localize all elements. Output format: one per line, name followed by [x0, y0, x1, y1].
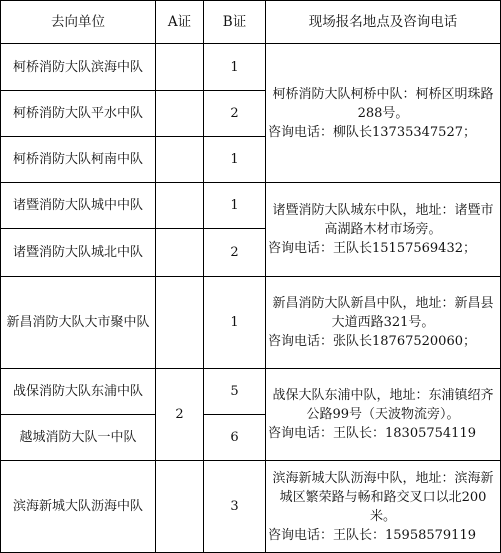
cert-a-cell — [156, 91, 204, 137]
contact-cell — [266, 369, 501, 461]
table-row — [1, 369, 501, 415]
table-row — [1, 461, 501, 553]
header-unit: 去向单位 — [1, 1, 156, 44]
cert-a-cell — [156, 183, 204, 229]
cert-b-cell: 1 — [204, 277, 266, 369]
contact-cell — [266, 183, 501, 277]
unit-cell: 柯桥消防大队柯南中队 — [1, 137, 156, 183]
unit-cell: 滨海新城大队沥海中队 — [1, 461, 156, 553]
unit-cell: 柯桥消防大队平水中队 — [1, 91, 156, 137]
cert-b-cell: 1 — [204, 183, 266, 229]
unit-cell: 诸暨消防大队城中中队 — [1, 183, 156, 229]
cert-a-cell: 2 — [156, 369, 204, 461]
contact-phone: 咨询电话：柳队长13735347527； — [268, 124, 476, 140]
cert-b-cell: 2 — [204, 91, 266, 137]
cert-b-cell: 1 — [204, 44, 266, 91]
contact-address: 诸暨消防大队城东中队，地址：诸暨市高湖路木材市场旁。 — [272, 203, 494, 237]
cert-a-cell — [156, 229, 204, 277]
table-row — [1, 44, 501, 91]
contact-address: 战保大队东浦中队，地址：东浦镇绍齐公路99号（天波物流旁）。 — [272, 388, 494, 422]
contact-cell — [266, 461, 501, 553]
unit-cell: 诸暨消防大队城北中队 — [1, 229, 156, 277]
unit-cell: 战保消防大队东浦中队 — [1, 369, 156, 415]
header-row — [1, 1, 501, 44]
unit-cell: 越城消防大队一中队 — [1, 415, 156, 461]
cert-b-cell: 1 — [204, 137, 266, 183]
cert-b-cell: 2 — [204, 229, 266, 277]
contact-cell — [266, 277, 501, 369]
contact-cell — [266, 44, 501, 183]
cert-b-cell: 3 — [204, 461, 266, 553]
contact-phone: 咨询电话：王队长：15958579119 — [268, 527, 476, 543]
contact-address: 新昌消防大队新昌中队，地址：新昌县大道西路321号。 — [272, 296, 494, 330]
contact-address: 柯桥消防大队柯桥中队：柯桥区明珠路288号。 — [272, 86, 494, 121]
header-cert-b: B证 — [204, 1, 266, 44]
cert-a-cell — [156, 137, 204, 183]
contact-address: 滨海新城大队沥海中队，地址：滨海新城区繁荣路与畅和路交叉口以北200米。 — [272, 470, 494, 524]
unit-cell: 新昌消防大队大市聚中队 — [1, 277, 156, 369]
cert-b-cell: 6 — [204, 415, 266, 461]
cert-a-cell — [156, 277, 204, 369]
cert-a-cell — [156, 44, 204, 91]
contact-phone: 咨询电话：王队长15157569432； — [268, 241, 476, 256]
table-row — [1, 277, 501, 369]
contact-phone: 咨询电话：王队长：18305754119 — [268, 426, 476, 441]
unit-cell: 柯桥消防大队滨海中队 — [1, 44, 156, 91]
header-cert-a: A证 — [156, 1, 204, 44]
table-row — [1, 183, 501, 229]
cert-b-cell: 5 — [204, 369, 266, 415]
cert-a-cell — [156, 461, 204, 553]
header-contact: 现场报名地点及咨询电话 — [266, 1, 501, 44]
contact-phone: 咨询电话：张队长18767520060； — [268, 334, 476, 349]
